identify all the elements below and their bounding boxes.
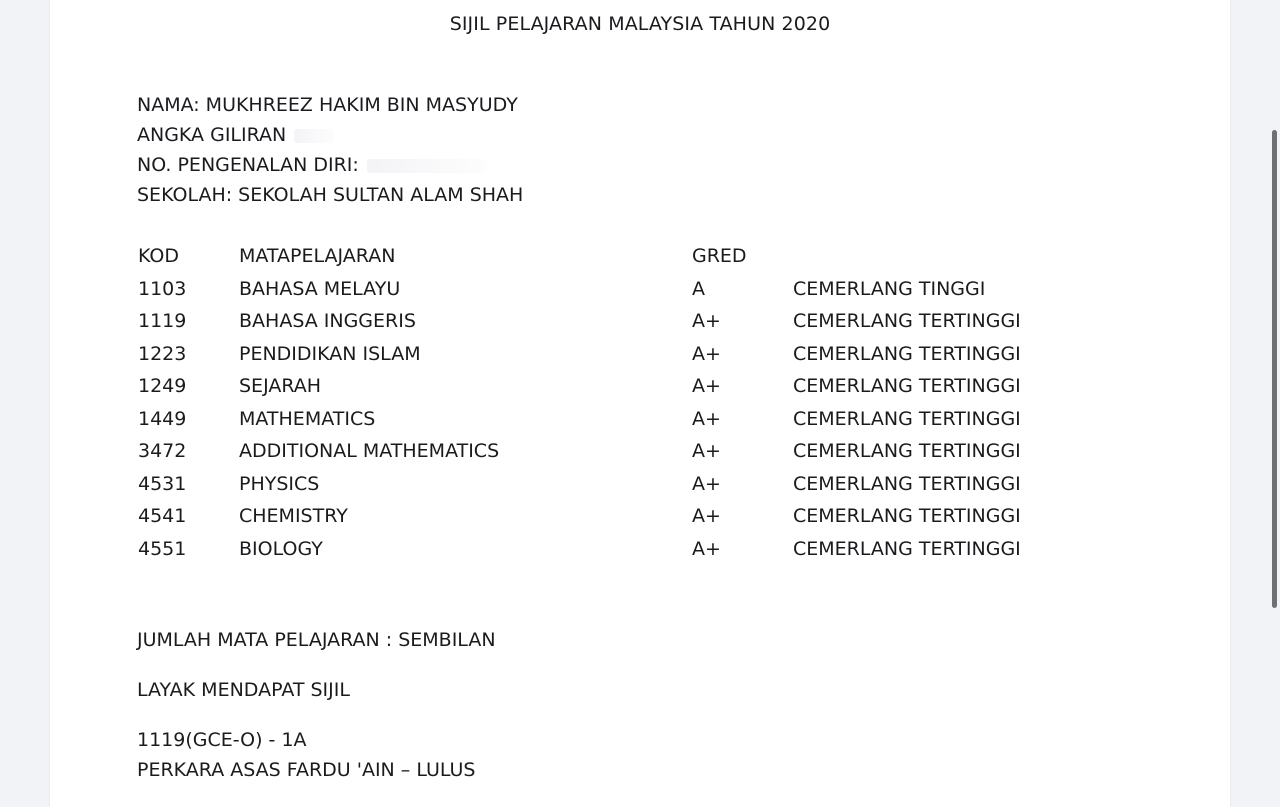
school-value: SEKOLAH SULTAN ALAM SHAH <box>238 184 524 206</box>
gce-o-level-text: 1119(GCE-O) - 1A <box>137 729 307 751</box>
cell-desc: CEMERLANG TERTINGGI <box>793 375 1021 398</box>
cell-gred: A+ <box>692 375 721 398</box>
cell-gred: A+ <box>692 505 721 528</box>
cell-subject: BAHASA INGGERIS <box>239 310 416 333</box>
cell-subject: ADDITIONAL MATHEMATICS <box>239 440 500 463</box>
results-header-row <box>138 240 1053 273</box>
cell-kod: 1103 <box>138 277 187 300</box>
cell-desc: CEMERLANG TERTINGGI <box>793 407 1021 430</box>
student-name-value: MUKHREEZ HAKIM BIN MASYUDY <box>205 94 518 116</box>
cell-desc: CEMERLANG TERTINGGI <box>793 440 1021 463</box>
cell-gred: A+ <box>692 472 721 495</box>
header-kod: KOD <box>138 245 180 268</box>
vertical-scrollbar[interactable] <box>1272 130 1277 608</box>
cell-subject: PHYSICS <box>239 472 320 495</box>
cell-desc: CEMERLANG TINGGI <box>793 277 986 300</box>
ic-number-line <box>137 154 487 176</box>
table-row <box>138 500 1053 533</box>
cell-gred: A+ <box>692 407 721 430</box>
cell-desc: CEMERLANG TERTINGGI <box>793 472 1021 495</box>
cell-subject: PENDIDIKAN ISLAM <box>239 342 421 365</box>
document-title: SIJIL PELAJARAN MALAYSIA TAHUN 2020 <box>449 13 831 35</box>
school-label: SEKOLAH: <box>137 184 233 206</box>
table-row <box>138 435 1053 468</box>
table-row <box>138 273 1053 306</box>
cell-desc: CEMERLANG TERTINGGI <box>793 537 1021 560</box>
cell-subject: MATHEMATICS <box>239 407 376 430</box>
ic-number-label: NO. PENGENALAN DIRI: <box>137 154 359 176</box>
total-subjects-text: JUMLAH MATA PELAJARAN : SEMBILAN <box>137 629 496 651</box>
cell-subject: SEJARAH <box>239 375 322 398</box>
cell-kod: 3472 <box>138 440 187 463</box>
angka-giliran-redacted <box>294 129 334 143</box>
cell-subject: BAHASA MELAYU <box>239 277 401 300</box>
angka-giliran-line <box>137 124 334 146</box>
cell-gred: A+ <box>692 440 721 463</box>
header-desc <box>793 240 1053 273</box>
cell-desc: CEMERLANG TERTINGGI <box>793 505 1021 528</box>
cell-kod: 4531 <box>138 472 187 495</box>
certificate-eligibility-text: LAYAK MENDAPAT SIJIL <box>137 679 350 701</box>
cell-kod: 4541 <box>138 505 187 528</box>
table-row <box>138 403 1053 436</box>
cell-kod: 1449 <box>138 407 187 430</box>
cell-gred: A+ <box>692 342 721 365</box>
table-row <box>138 370 1053 403</box>
document-page <box>50 0 1230 807</box>
cell-desc: CEMERLANG TERTINGGI <box>793 342 1021 365</box>
cell-desc: CEMERLANG TERTINGGI <box>793 310 1021 333</box>
table-row <box>138 338 1053 371</box>
cell-kod: 1249 <box>138 375 187 398</box>
cell-kod: 4551 <box>138 537 187 560</box>
cell-gred: A+ <box>692 310 721 333</box>
school-line <box>137 184 523 206</box>
student-name-line <box>137 94 518 116</box>
results-table <box>138 240 1053 565</box>
ic-number-redacted <box>367 159 487 173</box>
table-row <box>138 468 1053 501</box>
header-gred: GRED <box>692 245 747 268</box>
student-name-label: NAMA: <box>137 94 200 116</box>
angka-giliran-label: ANGKA GILIRAN <box>137 124 287 146</box>
cell-subject: CHEMISTRY <box>239 505 348 528</box>
cell-subject: BIOLOGY <box>239 537 323 560</box>
header-subject: MATAPELAJARAN <box>239 245 396 268</box>
table-row <box>138 533 1053 566</box>
cell-gred: A+ <box>692 537 721 560</box>
cell-kod: 1223 <box>138 342 187 365</box>
fardu-ain-text: PERKARA ASAS FARDU 'AIN – LULUS <box>137 759 476 781</box>
cell-kod: 1119 <box>138 310 187 333</box>
table-row <box>138 305 1053 338</box>
cell-gred: A <box>692 277 705 300</box>
